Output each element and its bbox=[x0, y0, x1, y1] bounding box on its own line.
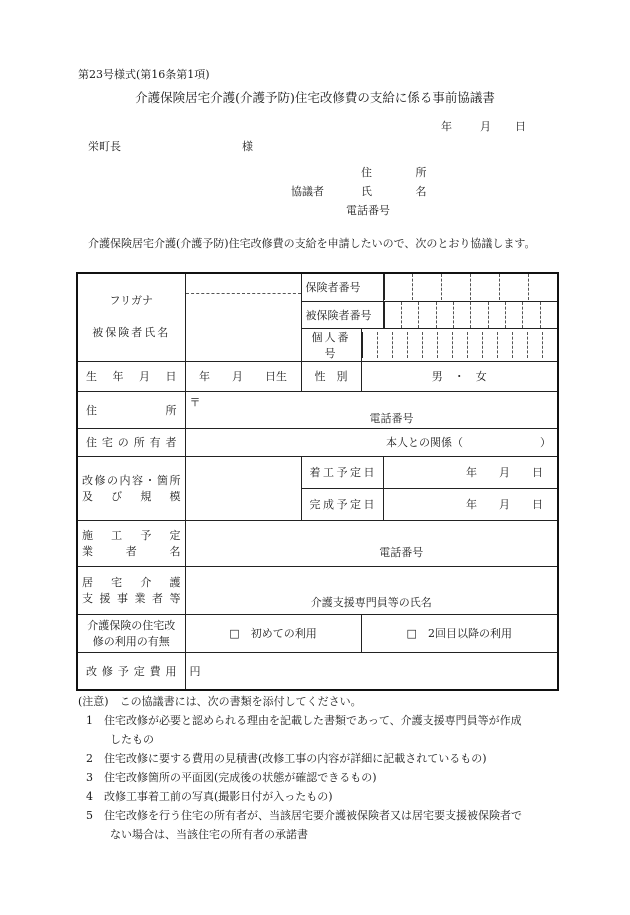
finish-date-input[interactable]: 年 月 日 bbox=[383, 488, 558, 520]
note-item-3: 3 住宅改修箇所の平面図(完成後の状態が確認できるもの) bbox=[86, 771, 377, 784]
usage-first-checkbox[interactable]: □ 初めての利用 bbox=[185, 614, 361, 652]
address-input[interactable] bbox=[185, 391, 558, 428]
applicant-phone-label: 電話番号 bbox=[346, 204, 390, 217]
usage-label-line2: 修の利用の有無 bbox=[92, 635, 170, 648]
contractor-label-cell bbox=[77, 520, 185, 566]
insurer-number-label: 保険者番号 bbox=[301, 273, 383, 301]
insured-number-label: 被保険者番号 bbox=[301, 301, 383, 328]
content-label-line2: 及び規模 bbox=[82, 490, 181, 503]
birthdate-label: 生年月日 bbox=[77, 361, 185, 391]
finish-date-label: 完成予定日 bbox=[301, 488, 383, 520]
birthdate-input[interactable]: 年 月 日生 bbox=[185, 361, 301, 391]
care-office-label-line1: 居宅介護 bbox=[82, 576, 181, 589]
intro-text: 介護保険居宅介護(介護予防)住宅改修費の支給を申請したいので、次のとおり協議します。 bbox=[88, 237, 536, 250]
form-number: 第23号様式(第16条第1項) bbox=[78, 68, 210, 81]
honorific: 様 bbox=[242, 140, 253, 153]
addressee: 栄町長 bbox=[88, 140, 121, 153]
note-item-5: 5 住宅改修を行う住宅の所有者が、当該居宅要介護被保険者又は居宅要支援被保険者で ない場合は、当該住宅の所有者の承諾書 bbox=[86, 809, 522, 841]
note-item-4: 4 改修工事着工前の写真(撮影日付が入ったもの) bbox=[86, 790, 333, 803]
notes-heading: (注意) この協議書には、次の書類を添付してください。 bbox=[78, 695, 362, 708]
care-manager-label: 介護支援専門員等の氏名 bbox=[310, 595, 432, 609]
contractor-input[interactable] bbox=[185, 520, 558, 566]
date-month-label: 月 bbox=[480, 120, 491, 133]
cost-input[interactable]: 円 bbox=[185, 652, 558, 690]
care-office-input[interactable] bbox=[185, 566, 558, 614]
sex-input[interactable]: 男 ・ 女 bbox=[361, 361, 558, 391]
usage-label-cell bbox=[77, 614, 185, 652]
furigana-label: フリガナ bbox=[109, 294, 153, 308]
content-label-line1: 改修の内容・箇所 bbox=[82, 474, 181, 487]
insured-name-label-cell bbox=[77, 273, 185, 361]
cost-label: 改修予定費用 bbox=[77, 652, 185, 690]
note-item-1: 1 住宅改修が必要と認められる理由を記載した書類であって、介護支援専門員等が作成 したもの bbox=[86, 714, 522, 746]
note-item-2: 2 住宅改修に要する費用の見積書(改修工事の内容が詳細に記載されているもの) bbox=[86, 752, 487, 765]
document-title: 介護保険居宅介護(介護予防)住宅改修費の支給に係る事前協議書 bbox=[135, 90, 495, 105]
applicant-address-label: 住 所 bbox=[361, 166, 447, 179]
owner-label: 住宅の所有者 bbox=[77, 428, 185, 456]
applicant-role-label: 協議者 bbox=[291, 185, 324, 198]
applicant-name-label: 氏 名 bbox=[361, 185, 447, 198]
insured-number-input[interactable] bbox=[383, 301, 558, 328]
personal-number-input[interactable] bbox=[361, 328, 558, 361]
consultation-form-table bbox=[76, 272, 559, 691]
content-input[interactable] bbox=[185, 456, 301, 520]
contractor-phone-label: 電話番号 bbox=[379, 545, 424, 559]
start-date-input[interactable]: 年 月 日 bbox=[383, 456, 558, 488]
insured-name-label: 被保険者氏名 bbox=[92, 326, 171, 340]
care-office-label-line2: 支援事業者等 bbox=[82, 592, 181, 605]
usage-label-line1: 介護保険の住宅改 bbox=[87, 619, 176, 632]
date-year-label: 年 bbox=[441, 120, 452, 133]
address-label: 住所 bbox=[77, 391, 185, 428]
postal-mark: 〒 bbox=[189, 395, 201, 409]
contractor-label-line2: 業者名 bbox=[82, 545, 181, 558]
address-phone-label: 電話番号 bbox=[369, 411, 414, 425]
sex-label: 性 別 bbox=[301, 361, 361, 391]
notes-section bbox=[78, 692, 578, 844]
usage-second-checkbox[interactable]: □ 2回目以降の利用 bbox=[361, 614, 558, 652]
content-label-cell bbox=[77, 456, 185, 520]
insured-name-input[interactable] bbox=[185, 273, 301, 361]
personal-number-label: 個人番号 bbox=[301, 328, 361, 361]
insurer-number-input[interactable] bbox=[383, 273, 558, 301]
start-date-label: 着工予定日 bbox=[301, 456, 383, 488]
date-day-label: 日 bbox=[515, 120, 526, 133]
care-office-label-cell bbox=[77, 566, 185, 614]
owner-relation-input[interactable]: 本人との関係（ ） bbox=[185, 428, 558, 456]
contractor-label-line1: 施工予定 bbox=[82, 529, 181, 542]
